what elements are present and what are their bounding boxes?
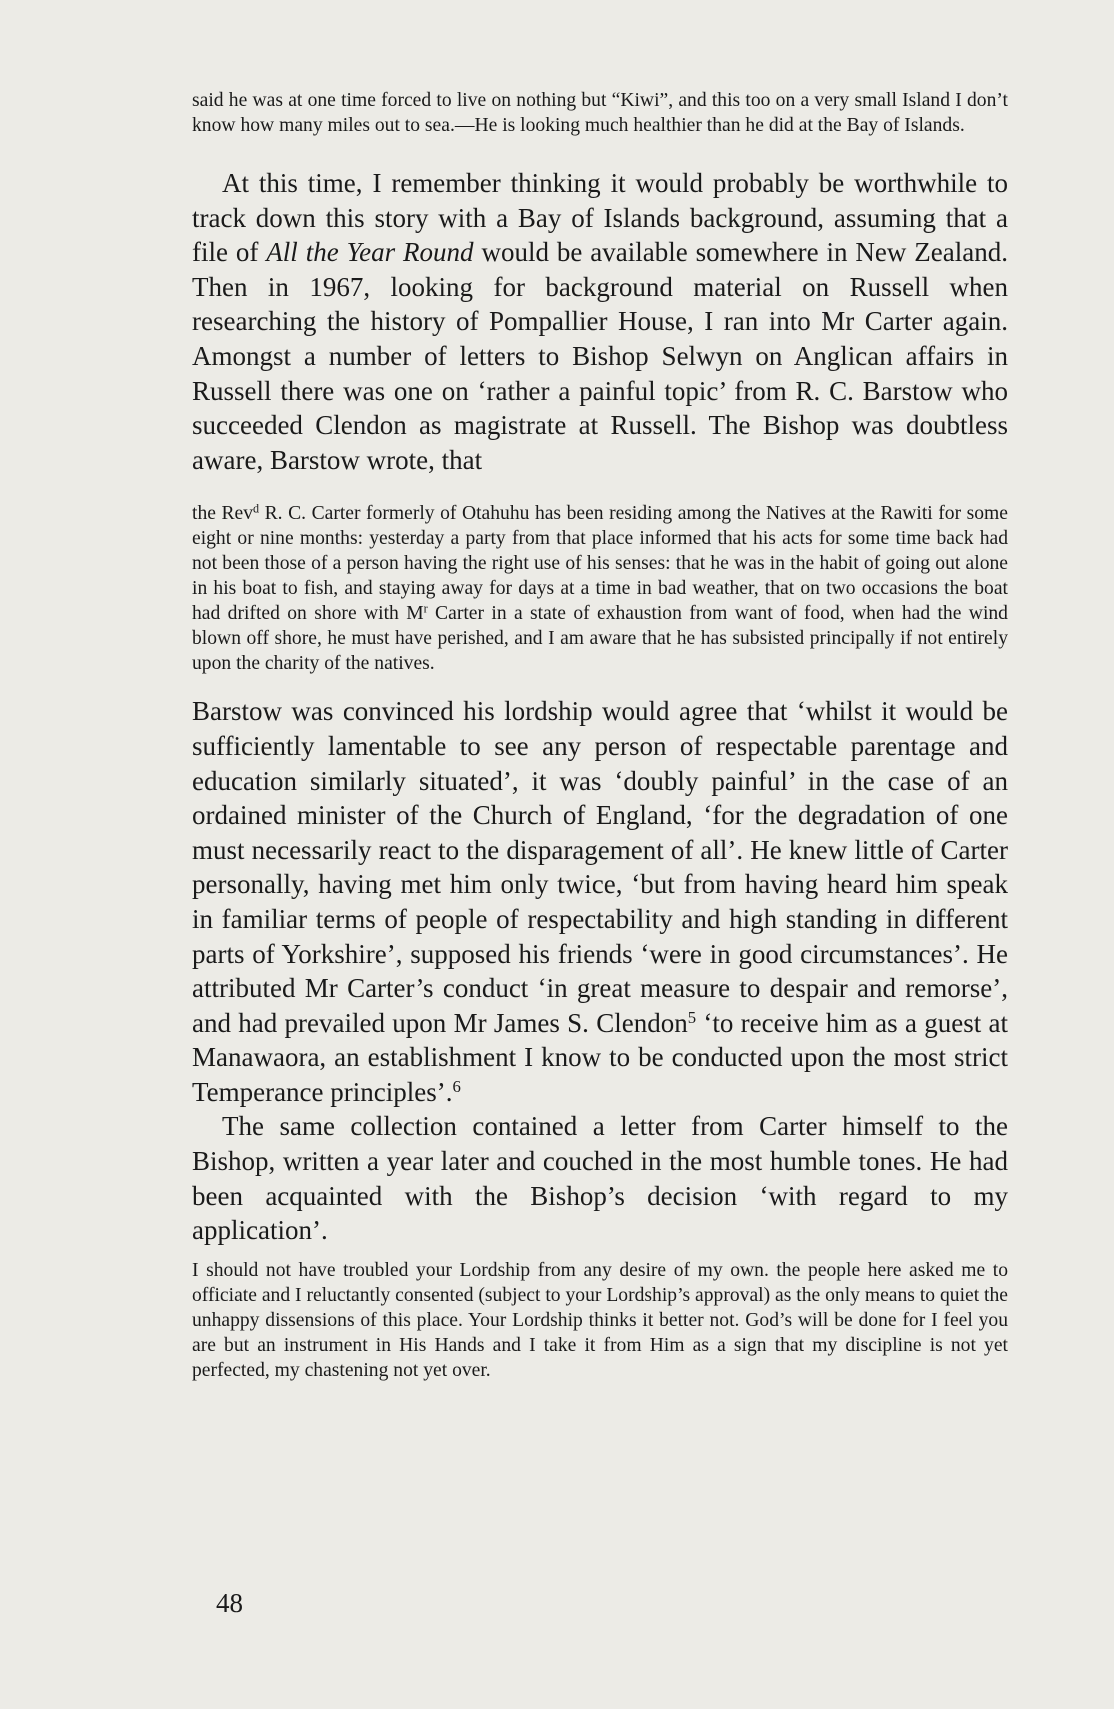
paragraph-text: ‘to receive him as a guest at Manawaora, an establishment I know to be conducted upon the most strict Temperance principles’. xyxy=(192,1007,1008,1107)
paragraph-same-collection: The same collection contained a letter from Carter himself to the Bishop, written a year later and couched in the most humble tones. He had been acquainted with the Bishop’s decision ‘with regard to my application’. xyxy=(192,1111,1008,1246)
block-quote-barstow-letter xyxy=(192,501,1008,676)
paragraph-text: would be available somewhere in New Zealand. Then in 1967, looking for background material on Russell when researching the history of Pompallier House, I ran into Mr Carter again. Amongst a number of letters to Bishop Selwyn on Anglican affairs in Russell there was one on ‘rather a painful topic’ from R. C. Barstow who succeeded Clendon as magistrate at Russell. The Bishop was doubtless aware, Barstow wrote, that xyxy=(192,237,1008,475)
paragraph-text: Barstow was convinced his lordship would agree that ‘whilst it would be sufficiently lamentable to see any person of respectable parentage and education similarly situated’, it was ‘doubly painful’ in the case of an ordained minister of the Church of England, ‘for the degradation of one must necessarily react to the disparagement of all’. He knew little of Carter personally, having met him only twice, ‘but from having heard him speak in familiar terms of people of respectability and high standing in different parts of Yorkshire’, supposed his friends ‘were in good circumstances’. He attributed Mr Carter’s conduct ‘in great measure to despair and remorse’, and had prevailed upon Mr James S. Clendon xyxy=(192,696,1008,1038)
footnote-ref: 6 xyxy=(452,1076,461,1096)
periodical-title: All the Year Round xyxy=(266,237,474,268)
block-quote-carter-letter: I should not have troubled your Lordship from any desire of my own. the people here asked me to officiate and I reluctantly consented (subject to your Lordship’s approval) as the only means to quiet the unhappy dissensions of this place. Your Lordship thinks it better not. God’s will be done for I feel you are but an instrument in His Hands and I take it from Him as a sign that my discipline is not yet perfected, my chastening not yet over. xyxy=(192,1259,1008,1381)
superscript: d xyxy=(253,501,260,516)
footnote-ref: 5 xyxy=(687,1007,697,1027)
quote-text: the Rev xyxy=(192,503,254,525)
superscript: r xyxy=(423,601,428,616)
paragraph-all-the-year-round xyxy=(192,166,1008,477)
quote-text: Carter in a state of exhaustion from want of food, when had the wind blown off shore, he must have perished, and I am aware that he has subsisted principally if not entirely upon the charity of the natives. xyxy=(192,603,1008,675)
quote-text: R. C. Carter formerly of Otahuhu has been residing among the Natives at the Rawiti for some eight or nine months: yesterday a party from that place informed that his acts for some time back had not been those of a person having the right use of his senses: that he was in the habit of going out alone in his boat to fish, and staying away for days at a time in bad weather, that on two occasions the boat had drifted on shore with M xyxy=(192,503,1008,625)
page-number: 48 xyxy=(216,1588,243,1618)
block-quote-kiwi: said he was at one time forced to live on nothing but “Kiwi”, and this too on a very small Island I don’t know how many miles out to sea.—He is looking much healthier than he did at the Bay of Islands. xyxy=(192,90,1008,136)
text-column xyxy=(192,88,1008,1383)
paragraph-barstow-convinced xyxy=(192,694,1008,1109)
paragraph-text: At this time, I remember thinking it would probably be worthwhile to track down this story with a Bay of Islands background, assuming that a file of xyxy=(192,168,1008,268)
